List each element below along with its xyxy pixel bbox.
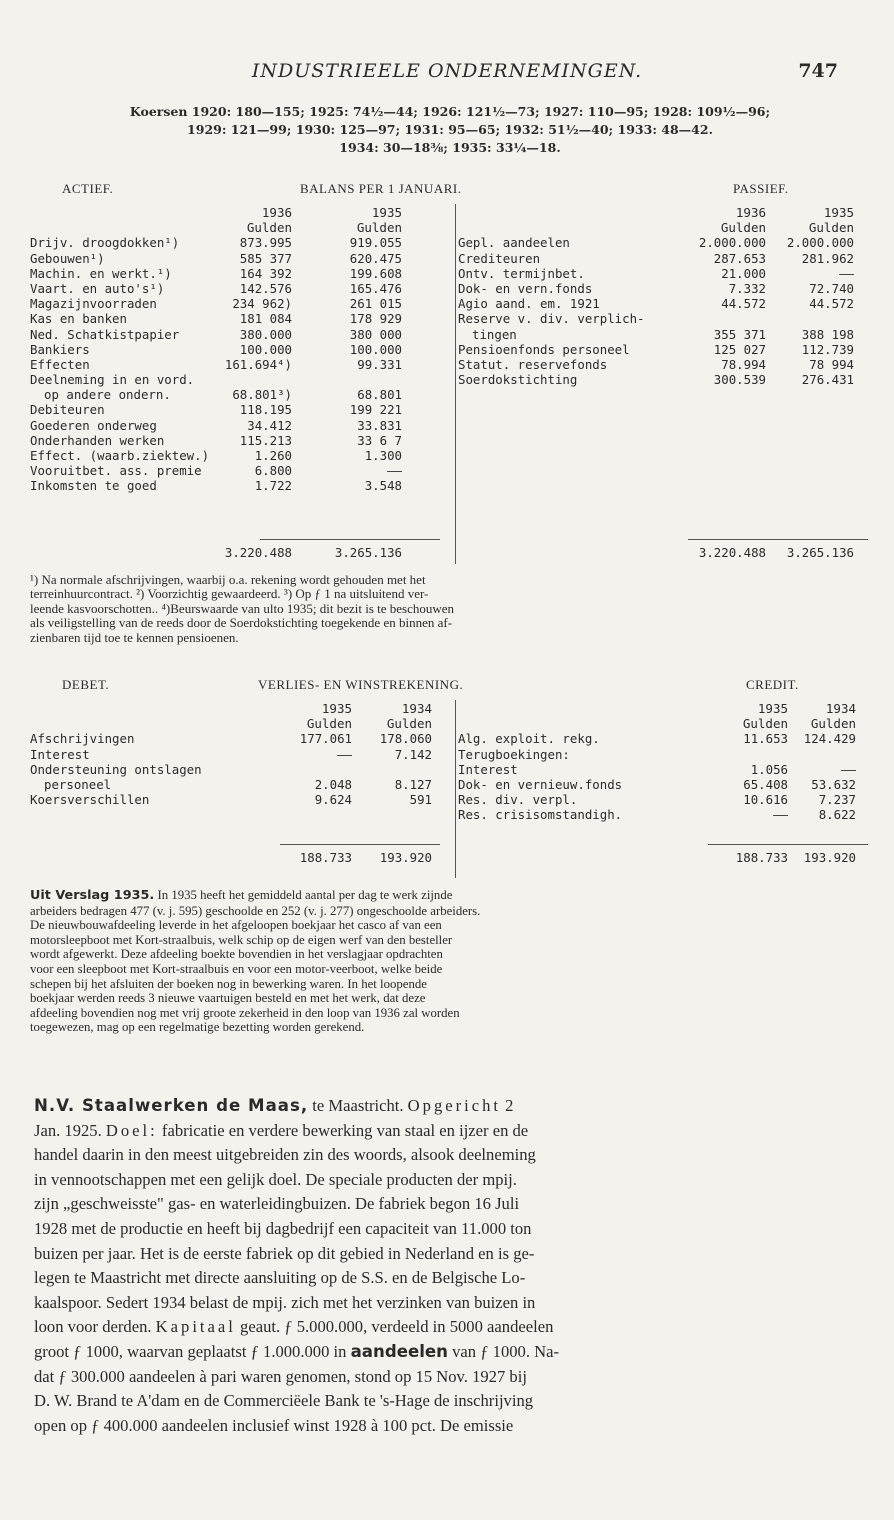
- row-value: 1.056: [750, 761, 788, 777]
- verslag-line: wordt afgewerkt. Deze afdeeling boekte bovendien in het verslagjaar opdrachten: [30, 947, 443, 962]
- row-value: 33.831: [357, 417, 402, 433]
- row-value: 65.408: [743, 776, 788, 792]
- row-value: 178 929: [349, 311, 402, 327]
- company-name: N.V. Staalwerken de Maas,: [34, 1096, 309, 1115]
- footnote-line: zienbaren tijd toe te kennen pensioenen.: [30, 629, 239, 645]
- nv-text: van ƒ 1000. Na-: [447, 1341, 560, 1361]
- unit-header: Gulden: [356, 220, 402, 236]
- credit-table: [458, 701, 868, 865]
- table-row: [458, 342, 868, 357]
- row-label: Interest: [458, 761, 518, 777]
- year-header: 1935: [757, 701, 788, 716]
- row-value: 164 392: [239, 265, 292, 281]
- row-value: 7.332: [728, 280, 766, 296]
- table-row: [458, 266, 868, 281]
- table-row: [30, 251, 440, 266]
- row-value: 68.801³): [232, 387, 292, 403]
- row-value: 261 015: [349, 296, 402, 312]
- row-value: ——: [337, 746, 352, 762]
- row-value: ——: [773, 807, 788, 823]
- row-value: 7.142: [394, 746, 432, 762]
- row-value: 100.000: [349, 341, 402, 357]
- verslag-line: afdeeling bovendien nog met vrij groote zekerheid in den loop van 1936 zal worden: [30, 1005, 460, 1020]
- column-year-row: [30, 701, 440, 716]
- table-row: [458, 747, 868, 762]
- row-label: Dok- en vern.fonds: [458, 280, 593, 296]
- balans-heading: BALANS PER 1 JANUARI.: [300, 181, 462, 196]
- row-value: 9.624: [314, 792, 352, 808]
- row-label: Dok- en vernieuw.fonds: [458, 776, 623, 792]
- table-row: [458, 357, 868, 372]
- row-value: 355 371: [713, 326, 766, 342]
- row-value: 10.616: [743, 792, 788, 808]
- row-value: 124.429: [803, 731, 856, 747]
- table-row: [458, 281, 868, 296]
- year-header: 1935: [321, 701, 352, 716]
- row-value: 68.801: [357, 387, 402, 403]
- table-row: [30, 266, 440, 281]
- table-row: [30, 433, 440, 448]
- table-row: [30, 463, 440, 478]
- total-value: 3.220.488: [698, 545, 766, 560]
- row-value: 3.548: [364, 478, 402, 494]
- column-year-row: [458, 701, 868, 716]
- row-value: 125 027: [713, 341, 766, 357]
- row-label: Effect. (waarb.ziektew.): [30, 448, 210, 463]
- row-label: Gepl. aandeelen: [458, 235, 570, 251]
- table-row: [30, 387, 440, 402]
- nv-text: te Maastricht.: [308, 1096, 408, 1115]
- row-value: 165.476: [349, 280, 402, 296]
- nv-line: open op ƒ 400.000 aandeelen inclusief winst 1928 à 100 pct. De emissie: [34, 1415, 514, 1435]
- column-unit-row: [458, 716, 868, 731]
- year-header: 1936: [261, 205, 292, 220]
- unit-header: Gulden: [810, 716, 856, 732]
- row-label: Effecten: [30, 356, 90, 372]
- koersen-line: 1929: 121—99; 1930: 125—97; 1931: 95—65; 1932: 51½—40; 1933: 48—42.: [187, 122, 713, 137]
- row-label: Bankiers: [30, 341, 90, 357]
- row-value: 2.000.000: [786, 235, 854, 251]
- row-value: 7.237: [818, 792, 856, 808]
- row-value: 388 198: [801, 326, 854, 342]
- row-value: 6.800: [254, 463, 292, 479]
- koersen-line: Koersen 1920: 180—155; 1925: 74½—44; 1926: 121½—73; 1927: 110—95; 1928: 109½—96;: [129, 104, 771, 119]
- unit-header: Gulden: [246, 220, 292, 236]
- row-label: Drijv. droogdokken¹): [30, 235, 180, 251]
- row-value: 177.061: [299, 731, 352, 747]
- nv-text: 2: [501, 1096, 514, 1115]
- row-value: 585 377: [239, 250, 292, 266]
- koersen-line: 1934: 30—18⅜; 1935: 33¼—18.: [339, 140, 561, 155]
- table-row: [30, 478, 440, 493]
- table-row: [30, 747, 440, 762]
- balans-footnotes: [30, 573, 864, 645]
- table-row: [458, 372, 868, 387]
- row-value: 33 6 7: [357, 432, 402, 448]
- table-row: [30, 402, 440, 417]
- table-row: [30, 731, 440, 746]
- row-label: Goederen onderweg: [30, 417, 157, 433]
- total-value: 188.733: [735, 850, 788, 865]
- row-value: 44.572: [809, 296, 854, 312]
- row-value: 34.412: [247, 417, 292, 433]
- row-label: Afschrijvingen: [30, 731, 135, 747]
- row-label: Res. div. verpl.: [458, 792, 578, 808]
- footnote-line: leende kasvoorschotten.. ⁴)Beurswaarde van ulto 1935; dit bezit is te beschouwen: [30, 600, 455, 616]
- nv-text: fabricatie en verdere bewerking van staal en ijzer en de: [157, 1120, 529, 1140]
- verslag-line: arbeiders bedragen 477 (v. j. 595) geschoolde en 252 (v. j. 277) ongeschoolde arbeiders.: [30, 903, 481, 918]
- winst-heading: VERLIES- EN WINSTREKENING.: [258, 677, 464, 692]
- table-row: [30, 342, 440, 357]
- table-row: [30, 296, 440, 311]
- nv-line: legen te Maastricht met directe aansluiting op de S.S. en de Belgische Lo-: [34, 1268, 526, 1288]
- table-row: [30, 327, 440, 342]
- table-row: [30, 281, 440, 296]
- row-value: 300.539: [713, 372, 766, 388]
- row-label: Magazijnvoorraden: [30, 296, 157, 312]
- row-label: Koersverschillen: [30, 792, 150, 808]
- verslag-line: boekjaar werden reeds 3 nieuwe vaartuigen besteld en met het werk, dat deze: [30, 991, 426, 1006]
- table-row: [30, 357, 440, 372]
- row-value: 281.962: [801, 250, 854, 266]
- company-entry: [34, 1094, 864, 1438]
- table-row: [30, 418, 440, 433]
- row-value: 1.722: [254, 478, 292, 494]
- row-value: 8.127: [394, 776, 432, 792]
- row-value: 72.740: [809, 280, 854, 296]
- row-label: tingen: [472, 326, 517, 342]
- row-label: Ontv. termijnbet.: [458, 265, 585, 281]
- nv-text: groot ƒ 1000, waarvan geplaatst ƒ 1.000.000 in: [34, 1341, 351, 1361]
- row-value: 287.653: [713, 250, 766, 266]
- row-value: ——: [841, 761, 856, 777]
- nv-line: D. W. Brand te A'dam en de Commerciëele Bank te 's-Hage de inschrijving: [34, 1391, 534, 1411]
- total-value: 3.265.136: [786, 545, 854, 560]
- row-value: 21.000: [721, 265, 766, 281]
- debet-heading: DEBET.: [62, 677, 110, 692]
- row-value: ——: [387, 463, 402, 479]
- unit-header: Gulden: [386, 716, 432, 732]
- row-value: 234 962): [232, 296, 292, 312]
- verslag-line: voor een sleepboot met Kort-straalbuis en voor een motor-veerboot, welke beide: [30, 961, 443, 976]
- row-label: Kas en banken: [30, 311, 127, 327]
- row-value: 161.694⁴): [224, 356, 292, 372]
- row-label: Alg. exploit. rekg.: [458, 731, 600, 747]
- row-value: 181 084: [239, 311, 292, 327]
- year-header: 1936: [735, 205, 766, 220]
- table-row: [458, 792, 868, 807]
- total-value: 193.920: [803, 850, 856, 865]
- row-value: 199 221: [349, 402, 402, 418]
- row-label: Agio aand. em. 1921: [458, 296, 600, 312]
- nv-line: dat ƒ 300.000 aandeelen à pari waren genomen, stond op 15 Nov. 1927 bij: [34, 1366, 527, 1386]
- row-value: 78 994: [809, 356, 854, 372]
- footnote-line: ¹) Na normale afschrijvingen, waarbij o.a. rekening wordt gehouden met het: [30, 572, 426, 587]
- row-label: Statut. reservefonds: [458, 356, 608, 372]
- table-row: [30, 777, 440, 792]
- row-value: 199.608: [349, 265, 402, 281]
- row-value: ——: [839, 265, 854, 281]
- row-label: personeel: [44, 776, 112, 792]
- nv-line: in vennootschappen met een gelijk doel. De speciale producten der mpij.: [34, 1169, 517, 1189]
- verslag-lead: Uit Verslag 1935.: [30, 888, 155, 903]
- unit-header: Gulden: [720, 220, 766, 236]
- nv-text: geaut. ƒ 5.000.000, verdeeld in 5000 aandeelen: [235, 1317, 554, 1337]
- passief-heading: PASSIEF.: [733, 181, 789, 196]
- row-value: 100.000: [239, 341, 292, 357]
- column-unit-row: [458, 220, 868, 235]
- kapitaal-label: Kapitaal: [155, 1317, 236, 1337]
- footnote-line: terreinhuurcontract. ²) Voorzichtig gewaardeerd. ³) Op ƒ 1 na uitsluitend ver-: [30, 586, 429, 602]
- row-value: 380.000: [239, 326, 292, 342]
- column-divider: [455, 700, 456, 878]
- table-row: [458, 762, 868, 777]
- totals-row: [30, 545, 440, 560]
- row-value: 1.260: [254, 448, 292, 463]
- passief-table: [458, 205, 868, 560]
- unit-header: Gulden: [808, 220, 854, 236]
- actief-heading: ACTIEF.: [62, 181, 114, 196]
- year-header: 1934: [401, 701, 432, 716]
- row-label: Deelneming in en vord.: [30, 372, 195, 388]
- row-label: Gebouwen¹): [30, 250, 105, 266]
- verslag-line: schepen bij het afsluiten der boeken nog in bewerking waren. In het loopende: [30, 976, 427, 991]
- row-label: Ondersteuning ontslagen: [30, 761, 202, 777]
- column-divider: [455, 204, 456, 564]
- verslag-paragraph: [30, 888, 864, 1035]
- sum-rule: [708, 844, 868, 845]
- nv-line: 1928 met de productie en heeft bij dagbedrijf een capaciteit van 11.000 ton: [34, 1218, 532, 1238]
- row-value: 2.000.000: [698, 235, 766, 251]
- row-value: 380 000: [349, 326, 402, 342]
- row-label: Terugboekingen:: [458, 746, 570, 762]
- column-year-row: [30, 205, 440, 220]
- table-row: [458, 296, 868, 311]
- table-row: [30, 448, 440, 463]
- total-value: 3.220.488: [224, 545, 292, 560]
- row-value: 112.739: [801, 341, 854, 357]
- footnote-line: als veiligstelling van de reeds door de Soerdokstichting toegekende en binnen af-: [30, 615, 453, 631]
- table-row: [458, 251, 868, 266]
- total-value: 188.733: [299, 850, 352, 865]
- row-value: 1.300: [364, 448, 402, 463]
- sum-rule: [260, 539, 440, 540]
- row-label: Machin. en werkt.¹): [30, 265, 172, 281]
- row-value: 276.431: [801, 372, 854, 388]
- credit-heading: CREDIT.: [746, 677, 799, 692]
- table-row: [30, 311, 440, 326]
- sum-rule: [688, 539, 868, 540]
- row-value: 99.331: [357, 356, 402, 372]
- table-row: [458, 777, 868, 792]
- row-value: 53.632: [811, 776, 856, 792]
- row-label: Res. crisisomstandigh.: [458, 807, 623, 823]
- row-value: 44.572: [721, 296, 766, 312]
- table-row: [458, 235, 868, 250]
- year-header: 1935: [823, 205, 854, 220]
- totals-row: [30, 850, 440, 865]
- nv-line: kaalspoor. Sedert 1934 belast de mpij. zich met het verzinken van buizen in: [34, 1292, 536, 1312]
- row-label: Soerdokstichting: [458, 372, 578, 388]
- running-header: [0, 60, 894, 90]
- row-value: 142.576: [239, 280, 292, 296]
- unit-header: Gulden: [742, 716, 788, 732]
- koersen-block: [30, 103, 870, 157]
- verslag-line: De nieuwbouwafdeeling leverde in het afgeloopen boekjaar het casco af van een: [30, 918, 442, 933]
- table-row: [458, 311, 868, 326]
- debet-table: [30, 701, 440, 865]
- nv-line: handel daarin in den meest uitgebreiden zin des woords, alsook deelneming: [34, 1145, 536, 1165]
- row-value: 11.653: [743, 731, 788, 747]
- row-value: 2.048: [314, 776, 352, 792]
- row-value: 873.995: [239, 235, 292, 251]
- year-header: 1935: [371, 205, 402, 220]
- row-value: 115.213: [239, 432, 292, 448]
- table-row: [458, 327, 868, 342]
- aandeelen-label: aandeelen: [350, 1341, 448, 1361]
- column-unit-row: [30, 716, 440, 731]
- table-row: [30, 372, 440, 387]
- table-row: [458, 807, 868, 822]
- row-label: Vaart. en auto's¹): [30, 280, 165, 296]
- unit-header: Gulden: [306, 716, 352, 732]
- column-year-row: [458, 205, 868, 220]
- page-number: 747: [798, 60, 838, 82]
- actief-table: [30, 205, 440, 560]
- row-value: 591: [409, 792, 432, 808]
- row-label: Crediteuren: [458, 250, 541, 266]
- table-row: [30, 235, 440, 250]
- row-label: Pensioenfonds personeel: [458, 341, 630, 357]
- row-label: Interest: [30, 746, 90, 762]
- row-value: 919.055: [349, 235, 402, 251]
- total-value: 193.920: [379, 850, 432, 865]
- verslag-line: motorsleepboot met Kort-straalbuis, welk schip op de eigen werf van den besteller: [30, 932, 453, 947]
- row-label: op andere ondern.: [44, 387, 171, 403]
- row-label: Inkomsten te goed: [30, 478, 157, 494]
- nv-line: zijn „geschweisste" gas- en waterleidingbuizen. De fabriek begon 16 Juli: [34, 1194, 520, 1214]
- row-value: 118.195: [239, 402, 292, 418]
- nv-line: buizen per jaar. Het is de eerste fabriek op dit gebied in Nederland en is ge-: [34, 1243, 535, 1263]
- table-row: [458, 731, 868, 746]
- row-label: Debiteuren: [30, 402, 105, 418]
- totals-row: [458, 545, 868, 560]
- totals-row: [458, 850, 868, 865]
- year-header: 1934: [825, 701, 856, 716]
- page-title: INDUSTRIEELE ONDERNEMINGEN.: [251, 60, 643, 82]
- row-label: Ned. Schatkistpapier: [30, 326, 180, 342]
- verslag-line: In 1935 heeft het gemiddeld aantal per dag te werk zijnde: [154, 888, 453, 902]
- row-value: 78.994: [721, 356, 766, 372]
- row-label: Vooruitbet. ass. premie: [30, 463, 202, 479]
- nv-text: loon voor derden.: [34, 1317, 156, 1337]
- verslag-line: toegewezen, mag op een regelmatige bezetting worden gerekend.: [30, 1020, 365, 1035]
- opgericht-label: Opgericht: [407, 1096, 502, 1115]
- column-unit-row: [30, 220, 440, 235]
- sum-rule: [280, 844, 440, 845]
- table-row: [30, 792, 440, 807]
- row-value: 8.622: [818, 807, 856, 823]
- total-value: 3.265.136: [334, 545, 402, 560]
- row-value: 178.060: [379, 731, 432, 747]
- row-value: 620.475: [349, 250, 402, 266]
- row-label: Reserve v. div. verplich-: [458, 311, 645, 327]
- nv-text: Jan. 1925.: [34, 1120, 106, 1140]
- row-label: Onderhanden werken: [30, 432, 165, 448]
- doel-label: Doel:: [105, 1120, 158, 1140]
- table-row: [30, 762, 440, 777]
